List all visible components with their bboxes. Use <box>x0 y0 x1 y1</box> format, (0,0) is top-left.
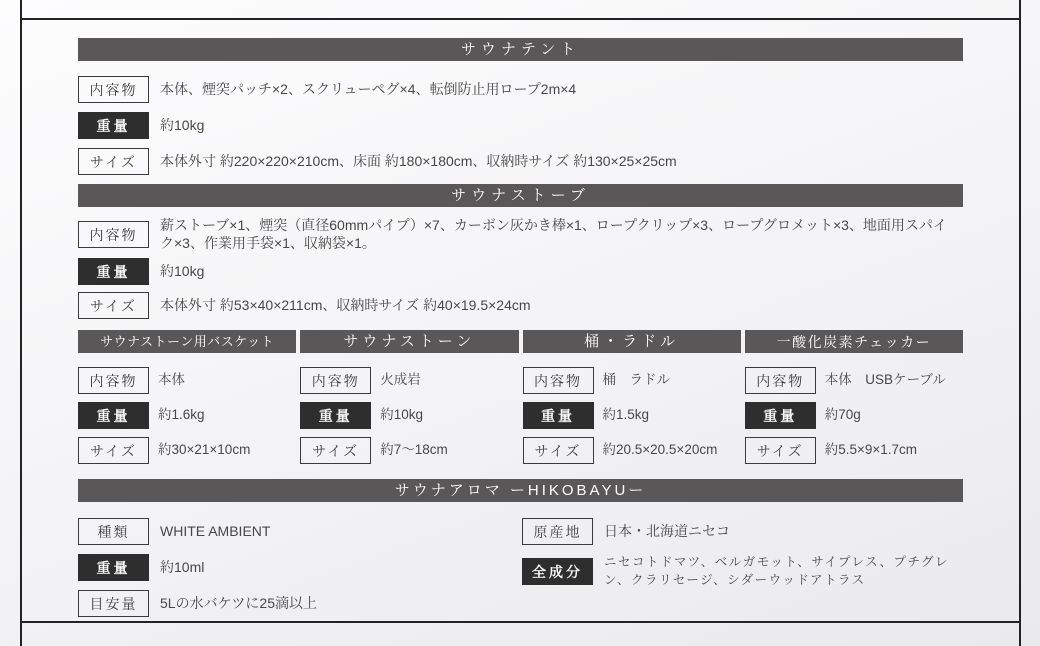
section-title: サウナストーン用バスケット <box>100 334 275 349</box>
spec-label-type: 種類 <box>78 518 149 545</box>
spec-label-weight: 重量 <box>78 554 149 581</box>
spec-value-weight: 約10ml <box>160 558 205 575</box>
spec-label-size: サイズ <box>300 437 371 464</box>
spec-row-size <box>745 437 963 464</box>
spec-label-weight: 重量 <box>523 402 594 429</box>
spec-row-weight <box>78 554 522 581</box>
aroma-columns <box>78 518 963 626</box>
spec-value-weight: 約1.5kg <box>602 407 650 423</box>
section-sauna-aroma <box>78 479 963 626</box>
spec-row-size <box>78 292 963 319</box>
section-stone-basket <box>78 330 296 472</box>
aroma-left-column <box>78 518 522 626</box>
spec-label-size: サイズ <box>78 148 149 175</box>
spec-label-contents: 内容物 <box>78 367 149 394</box>
spec-value-weight: 約10kg <box>160 262 205 279</box>
spec-label-size: サイズ <box>78 437 149 464</box>
spec-label-weight: 重量 <box>745 402 816 429</box>
spec-label-origin: 原産地 <box>522 518 593 545</box>
section-title: サウナアロマ ーHIKOBAYUー <box>394 482 647 499</box>
spec-row-contents <box>745 367 963 394</box>
spec-label-size: サイズ <box>78 292 149 319</box>
spec-row-contents <box>78 76 963 103</box>
spec-label-contents: 内容物 <box>78 221 149 248</box>
frame-left-line <box>20 0 22 646</box>
spec-value-contents: 桶 ラドル <box>602 372 670 388</box>
spec-value-origin: 日本・北海道ニセコ <box>604 522 730 539</box>
spec-value-contents: 本体 USBケーブル <box>824 372 946 388</box>
spec-value-contents: 薪ストーブ×1、煙突（直径60mmパイプ）×7、カーボン灰かき棒×1、ロープクリップ×3、ロープグロメット×3、地面用スパイク×3、作業用手袋×1、収納袋×1。 <box>160 217 947 251</box>
spec-value-weight: 約10kg <box>380 407 424 423</box>
spec-row-contents <box>78 367 296 394</box>
section-header-stone-basket <box>78 330 296 353</box>
frame-top-line <box>20 18 1021 20</box>
spec-label-contents: 内容物 <box>78 76 149 103</box>
spec-label-ingredients: 全成分 <box>522 558 593 585</box>
spec-value-contents: 本体 <box>158 372 185 388</box>
spec-value-ingredients: ニセコトドマツ、ベルガモット、サイプレス、プチグレン、クラリセージ、シダーウッドアトラス <box>604 555 950 587</box>
spec-value-size: 約30×21×10cm <box>158 442 251 458</box>
spec-row-size <box>78 437 296 464</box>
spec-row-origin <box>522 518 963 545</box>
frame-right-line <box>1019 0 1021 646</box>
spec-row-size <box>523 437 741 464</box>
spec-value-contents: 本体、煙突パッチ×2、スクリューペグ×4、転倒防止用ロープ2m×4 <box>160 80 577 97</box>
spec-value-size: 本体外寸 約220×220×210cm、床面 約180×180cm、収納時サイズ 約130×25×25cm <box>160 152 677 169</box>
spec-row-weight <box>523 402 741 429</box>
section-sauna-stove <box>78 184 963 319</box>
spec-row-size <box>300 437 518 464</box>
aroma-right-column <box>522 518 963 626</box>
section-header-co-checker <box>745 330 963 353</box>
spec-label-contents: 内容物 <box>523 367 594 394</box>
section-header-bucket-ladle <box>523 330 741 353</box>
section-title: 一酸化炭素チェッカー <box>776 333 932 350</box>
spec-row-weight <box>300 402 518 429</box>
spec-label-contents: 内容物 <box>745 367 816 394</box>
section-header-sauna-stove <box>78 184 963 207</box>
spec-row-weight <box>745 402 963 429</box>
section-co-checker <box>745 330 963 472</box>
spec-value-size: 本体外寸 約53×40×211cm、収納時サイズ 約40×19.5×24cm <box>160 296 531 313</box>
spec-label-weight: 重量 <box>78 258 149 285</box>
spec-value-dosage: 5Lの水バケツに25滴以上 <box>160 594 318 611</box>
spec-row-contents <box>78 217 963 252</box>
section-header-sauna-aroma <box>78 479 963 502</box>
section-header-sauna-stone <box>300 330 518 353</box>
spec-label-weight: 重量 <box>300 402 371 429</box>
spec-label-contents: 内容物 <box>300 367 371 394</box>
spec-label-dosage: 目安量 <box>78 590 149 617</box>
spec-value-weight: 約10kg <box>160 116 205 133</box>
section-sauna-tent <box>78 38 963 175</box>
spec-label-weight: 重量 <box>78 112 149 139</box>
spec-value-size: 約7〜18cm <box>380 442 448 458</box>
section-title: サウナストーン <box>343 333 476 350</box>
spec-row-dosage <box>78 590 522 617</box>
spec-value-type: WHITE AMBIENT <box>160 522 271 539</box>
spec-label-size: サイズ <box>745 437 816 464</box>
spec-value-size: 約20.5×20.5×20cm <box>602 442 718 458</box>
spec-label-size: サイズ <box>523 437 594 464</box>
spec-row-contents <box>523 367 741 394</box>
spec-row-weight <box>78 258 963 285</box>
section-sauna-stone <box>300 330 518 472</box>
spec-value-size: 約5.5×9×1.7cm <box>824 442 918 458</box>
spec-value-weight: 約1.6kg <box>158 407 205 423</box>
spec-value-contents: 火成岩 <box>380 372 421 388</box>
spec-table <box>78 38 963 626</box>
spec-row-weight <box>78 112 963 139</box>
section-bucket-ladle <box>523 330 741 472</box>
section-title: 桶・ラドル <box>584 333 680 350</box>
spec-row-type <box>78 518 522 545</box>
spec-row-contents <box>300 367 518 394</box>
spec-row-weight <box>78 402 296 429</box>
spec-label-weight: 重量 <box>78 402 149 429</box>
section-title: サウナテント <box>460 41 581 58</box>
spec-row-size <box>78 148 963 175</box>
spec-value-weight: 約70g <box>824 407 861 423</box>
section-header-sauna-tent <box>78 38 963 61</box>
spec-row-ingredients <box>522 554 963 589</box>
section-title: サウナストーブ <box>451 187 590 204</box>
accessory-grid <box>78 330 963 472</box>
